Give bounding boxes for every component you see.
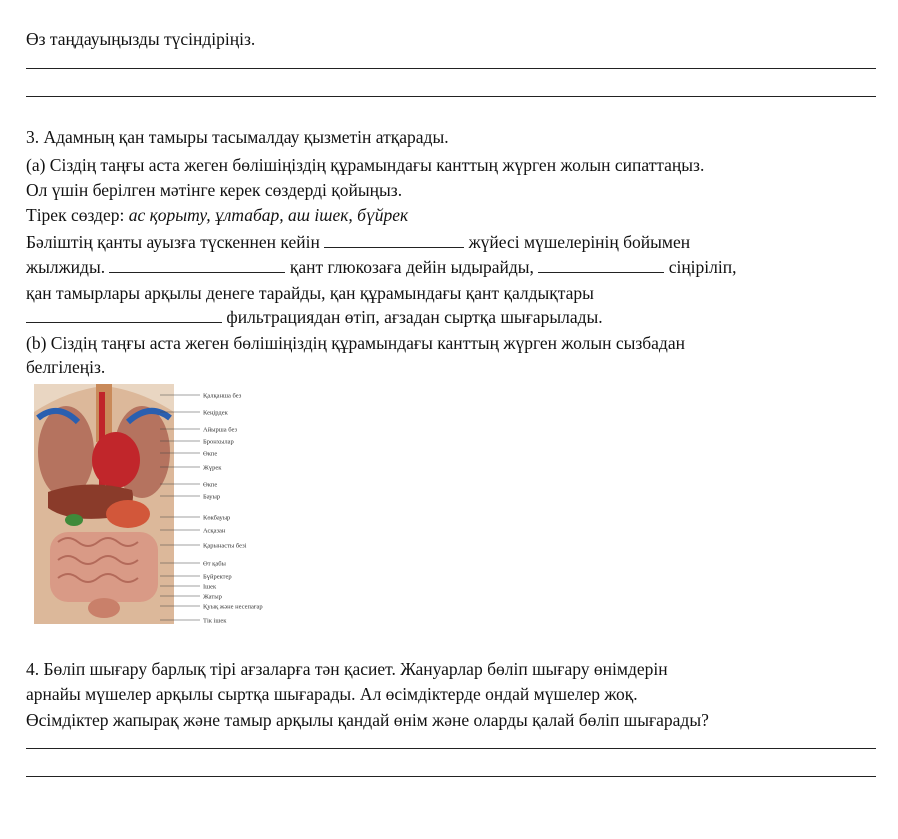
answer-line[interactable] xyxy=(26,96,876,97)
fill-text: сіңіріліп, xyxy=(664,257,737,277)
q3a-line1: (а) Сіздің таңғы аста жеген бөлішіңіздің құрамындағы канттың жүрген жолын сипаттаңыз. xyxy=(26,155,705,175)
intestines xyxy=(50,532,158,602)
support-words-line xyxy=(26,204,408,226)
q3a-line2: Ол үшін берілген мәтінге керек сөздерді қойыңыз. xyxy=(26,180,403,200)
figure-label: Өкпе xyxy=(203,481,218,489)
fill-text: қант глюкозаға дейін ыдырайды, xyxy=(285,257,539,277)
gallbladder xyxy=(65,514,83,526)
fill-line-2 xyxy=(26,256,737,278)
fill-text: фильтрациядан өтіп, ағзадан сыртқа шығарылады. xyxy=(222,307,603,327)
blank-field[interactable] xyxy=(538,258,664,273)
figure-label: Асқазан xyxy=(203,527,226,535)
figure-label: Бронхылар xyxy=(203,438,234,446)
q3-heading: 3. Адамның қан тамыры тасымалдау қызметін атқарады. xyxy=(26,127,449,147)
blank-field[interactable] xyxy=(324,233,464,248)
fill-line-4 xyxy=(26,306,603,328)
fill-line-3: қан тамырлары арқылы денеге тарайды, қан құрамындағы қант қалдықтары xyxy=(26,283,594,303)
figure-label: Қарынасты безі xyxy=(203,542,247,550)
figure-label: Жатыр xyxy=(203,593,222,601)
answer-line[interactable] xyxy=(26,776,876,777)
figure-label: Кеңірдек xyxy=(203,409,228,417)
figure-label: Айырша без xyxy=(203,426,238,434)
human-anatomy-figure xyxy=(28,382,268,628)
fill-text: жылжиды. xyxy=(26,257,110,277)
support-label: Тірек сөздер: xyxy=(26,205,129,225)
figure-label: Бауыр xyxy=(203,493,221,501)
fill-text: жүйесі мүшелерінің бойымен xyxy=(464,232,691,252)
figure-label: Өт қабы xyxy=(203,560,226,568)
intro-prompt: Өз таңдауыңызды түсіндіріңіз. xyxy=(26,29,256,49)
figure-label: Ішек xyxy=(203,583,217,591)
figure-label: Тік ішек xyxy=(203,617,227,625)
bladder xyxy=(88,598,120,618)
q3b-line2: белгілеңіз. xyxy=(26,357,106,377)
blank-field[interactable] xyxy=(109,258,285,273)
figure-label: Көкбауыр xyxy=(203,514,231,522)
q3b-line1: (b) Сіздің таңғы аста жеген бөлішіңіздің құрамындағы канттың жүрген жолын сызбадан xyxy=(26,333,685,353)
figure-label: Бүйректер xyxy=(203,573,232,581)
figure-label: Қалқанша без xyxy=(203,392,242,400)
figure-label: Қуық және несепағар xyxy=(203,603,263,611)
figure-label: Өкпе xyxy=(203,450,218,458)
stomach xyxy=(106,500,150,528)
answer-line[interactable] xyxy=(26,68,876,69)
q4-line1: 4. Бөліп шығару барлық тірі ағзаларға тән қасиет. Жануарлар бөліп шығару өнімдерін xyxy=(26,659,668,679)
figure-label: Жүрек xyxy=(203,464,222,472)
fill-line-1 xyxy=(26,231,690,253)
blank-field[interactable] xyxy=(26,308,222,323)
support-words: ас қорыту, ұлтабар, аш ішек, бүйрек xyxy=(128,205,409,225)
heart xyxy=(92,432,140,488)
fill-text: Бәліштің қанты ауызға түскеннен кейін xyxy=(26,232,325,252)
answer-line[interactable] xyxy=(26,748,876,749)
q4-line2: арнайы мүшелер арқылы сыртқа шығарады. Ал өсімдіктерде ондай мүшелер жоқ. xyxy=(26,684,638,704)
left-lung xyxy=(38,406,94,498)
q4-line3: Өсімдіктер жапырақ және тамыр арқылы қандай өнім және оларды қалай бөліп шығарады? xyxy=(26,710,709,730)
